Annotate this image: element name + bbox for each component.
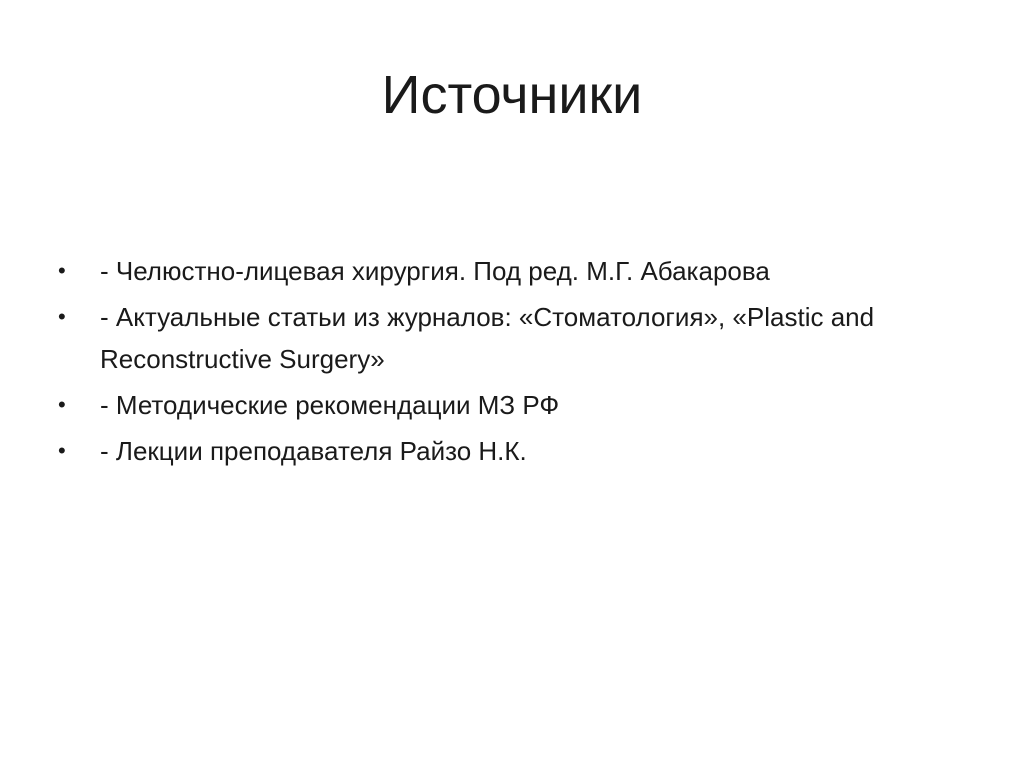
sources-list — [58, 250, 978, 476]
list-item — [58, 250, 978, 292]
list-item — [58, 384, 978, 426]
bullet-icon: • — [58, 392, 66, 417]
bullet-icon: • — [58, 304, 66, 329]
list-item-text: - Лекции преподавателя Райзо Н.К. — [100, 436, 527, 466]
list-item-text: - Челюстно-лицевая хирургия. Под ред. М.Г. Абакарова — [100, 256, 770, 286]
bullet-icon: • — [58, 438, 66, 463]
list-item-text: - Актуальные статьи из журналов: «Стоматология», «Plastic and Reconstructive Surgery» — [100, 302, 875, 374]
list-item — [58, 296, 978, 380]
list-item — [58, 430, 978, 472]
bullet-icon: • — [58, 258, 66, 283]
list-item-text: - Методические рекомендации МЗ РФ — [100, 390, 560, 420]
slide-title: Источники — [381, 65, 643, 125]
